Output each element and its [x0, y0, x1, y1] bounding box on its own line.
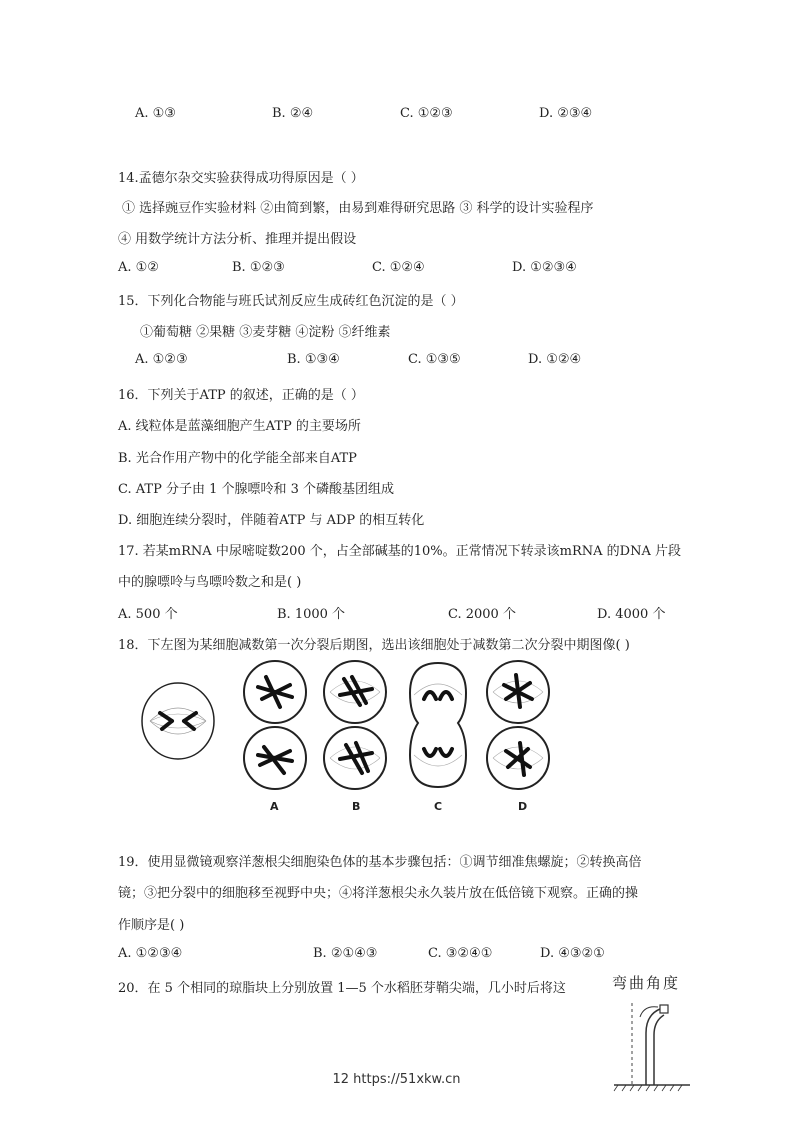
- q17-stem-line2: 中的腺嘌呤与鸟嘌呤数之和是( ): [118, 575, 302, 590]
- q19-option-a: A. ①②③④: [118, 946, 183, 961]
- q19-line2: 镜；③把分裂中的细胞移至视野中央；④将洋葱根尖永久装片放在低倍镜下观察。正确的操: [118, 886, 639, 901]
- q16-stem: 16．下列关于ATP 的叙述，正确的是（ ）: [118, 388, 364, 403]
- q14-option-a: A. ①②: [118, 260, 159, 275]
- q18-label-b: B: [352, 800, 361, 813]
- q18-label-d: D: [518, 800, 528, 813]
- q15-option-b: B. ①③④: [287, 352, 340, 367]
- q15-option-c: C. ①③⑤: [408, 352, 461, 367]
- q19-line3: 作顺序是( ): [118, 918, 185, 933]
- q13-option-d: D. ②③④: [539, 106, 593, 121]
- q19-option-d: D. ④③②①: [540, 946, 605, 961]
- q17-option-d: D. 4000 个: [597, 607, 666, 622]
- q19-line1: 19．使用显微镜观察洋葱根尖细胞染色体的基本步骤包括：①调节细准焦螺旋；②转换高倍: [118, 855, 642, 870]
- q17-stem-line1: 17. 若某mRNA 中尿嘧啶数200 个，占全部碱基的10%。正常情况下转录该mRNA 的DNA 片段: [118, 544, 681, 559]
- q16-option-c: C. ATP 分子由 1 个腺嘌呤和 3 个磷酸基团组成: [118, 482, 395, 497]
- q14-items-line2: ④ 用数学统计方法分析、推理并提出假设: [118, 232, 357, 247]
- q15-items: ①葡萄糖 ②果糖 ③麦芽糖 ④淀粉 ⑤纤维素: [140, 325, 391, 340]
- q20-stem: 20．在 5 个相同的琼脂块上分别放置 1—5 个水稻胚芽鞘尖端，几小时后将这: [118, 981, 566, 996]
- q13-option-c: C. ①②③: [400, 106, 453, 121]
- q19-option-c: C. ③②④①: [428, 946, 493, 961]
- q18-stem: 18．下左图为某细胞减数第一次分裂后期图，选出该细胞处于减数第二次分裂中期图像( ): [118, 638, 630, 653]
- q14-items-line1: ① 选择豌豆作实验材料 ②由简到繁，由易到难得研究思路 ③ 科学的设计实验程序: [122, 201, 594, 216]
- page-footer: 12 https://51xkw.cn: [332, 1072, 461, 1087]
- q15-option-d: D. ①②④: [528, 352, 582, 367]
- q15-option-a: A. ①②③: [135, 352, 188, 367]
- q15-stem: 15．下列化合物能与班氏试剂反应生成砖红色沉淀的是（ ）: [118, 294, 464, 309]
- q14-option-c: C. ①②④: [372, 260, 425, 275]
- q18-label-c: C: [434, 800, 443, 813]
- q17-option-a: A. 500 个: [118, 607, 178, 622]
- q16-option-a: A. 线粒体是蓝藻细胞产生ATP 的主要场所: [118, 419, 361, 434]
- q20-figure-label: 弯曲角度: [612, 974, 681, 992]
- q17-option-c: C. 2000 个: [448, 607, 516, 622]
- q14-option-b: B. ①②③: [232, 260, 285, 275]
- q13-option-a: A. ①③: [135, 106, 176, 121]
- q18-label-a: A: [270, 800, 279, 813]
- q16-option-d: D. 细胞连续分裂时，伴随着ATP 与 ADP 的相互转化: [118, 513, 425, 528]
- q19-option-b: B. ②①④③: [313, 946, 378, 961]
- q17-option-b: B. 1000 个: [277, 607, 346, 622]
- q16-option-b: B. 光合作用产物中的化学能全部来自ATP: [118, 451, 357, 466]
- q14-option-d: D. ①②③④: [512, 260, 577, 275]
- q14-stem: 14.孟德尔杂交实验获得成功得原因是（ ）: [118, 171, 364, 186]
- q13-option-b: B. ②④: [272, 106, 314, 121]
